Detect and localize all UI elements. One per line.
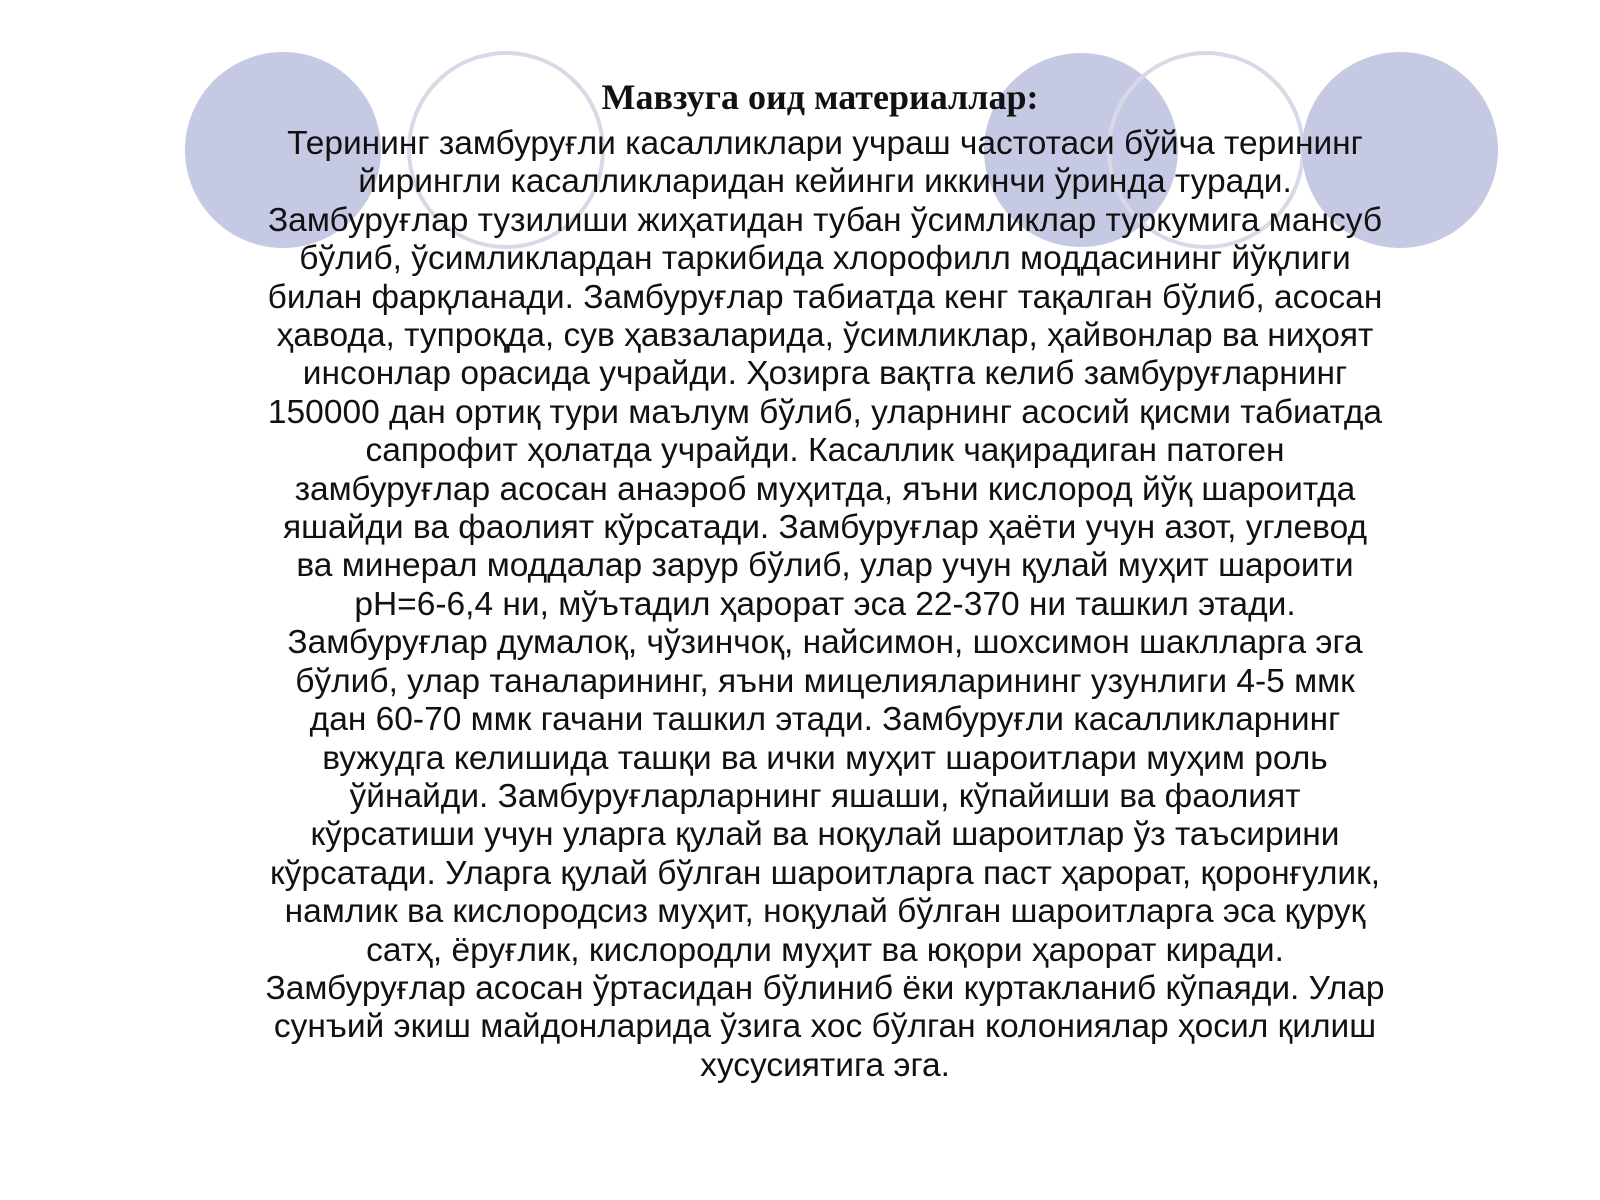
body-line: йирингли касалликларидан кейинги иккинчи ўринда туради. <box>358 163 1292 201</box>
body-line: Терининг замбуруғли касалликлари учраш частотаси бўйча терининг <box>287 125 1363 162</box>
body-line: кўрсатади. Уларга қулай бўлган шароитларга паст ҳарорат, қоронғулик, <box>269 854 1381 892</box>
body-line: pH=6-6,4 ни, мўътадил ҳарорат эса 22-370 ни ташкил этади. <box>354 585 1296 623</box>
body-line: Замбуруғлар тузилиши жиҳатидан тубан ўсимликлар туркумига мансуб <box>267 201 1383 239</box>
body-line: ўйнайди. Замбуруғларларнинг яшаши, кўпайиши ва фаолият <box>349 777 1301 815</box>
body-line: сатҳ, ёруғлик, кислородли муҳит ва юқори ҳарорат киради. <box>366 931 1284 969</box>
slide-title: Мавзуга оид материаллар: <box>601 77 1039 117</box>
body-line: Замбуруғлар асосан ўртасидан бўлиниб ёки куртакланиб кўпаяди. Улар <box>265 969 1385 1007</box>
body-line: ва минерал моддалар зарур бўлиб, улар учун қулай муҳит шароити <box>296 547 1354 585</box>
body-line: яшайди ва фаолият кўрсатади. Замбуруғлар ҳаёти учун азот, углевод <box>282 509 1368 547</box>
body-line: дан 60-70 ммк гачани ташкил этади. Замбуруғли касалликларнинг <box>309 701 1341 739</box>
body-line: 150000 дан ортиқ тури маълум бўлиб, уларнинг асосий қисми табиатда <box>267 393 1383 431</box>
slide-body <box>150 125 1500 1085</box>
body-line: вужудга келишида ташқи ва ички муҳит шароитлари муҳим роль <box>322 739 1328 777</box>
body-line: бўлиб, улар таналарининг, яъни мицелияларининг узунлиги 4-5 ммк <box>295 662 1355 700</box>
body-line: сунъий экиш майдонларида ўзига хос бўлган колониялар ҳосил қилиш <box>273 1008 1377 1046</box>
body-line: инсонлар орасида учрайди. Ҳозирга вақтга келиб замбуруғларнинг <box>302 355 1348 393</box>
body-line: кўрсатиши учун уларга қулай ва ноқулай шароитлар ўз таъсирини <box>310 816 1340 854</box>
body-line: бўлиб, ўсимликлардан таркибида хлорофилл моддасининг йўқлиги <box>299 240 1351 278</box>
body-line: намлик ва кислородсиз муҳит, ноқулай бўлган шароитларга эса қуруқ <box>284 893 1366 931</box>
body-line: ҳавода, тупроқда, сув ҳавзаларида, ўсимликлар, ҳайвонлар ва ниҳоят <box>276 317 1374 355</box>
body-line: замбуруғлар асосан анаэроб муҳитда, яъни кислород йўқ шароитда <box>294 470 1356 508</box>
body-line: билан фарқланади. Замбуруғлар табиатда кенг тақалган бўлиб, асосан <box>267 278 1383 316</box>
body-line: хусусиятига эга. <box>700 1046 950 1084</box>
body-line: Замбуруғлар думалоқ, чўзинчоқ, найсимон, шохсимон шаклларга эга <box>287 624 1363 662</box>
body-line: сапрофит ҳолатда учрайди. Касаллик чақирадиган патоген <box>365 432 1285 470</box>
